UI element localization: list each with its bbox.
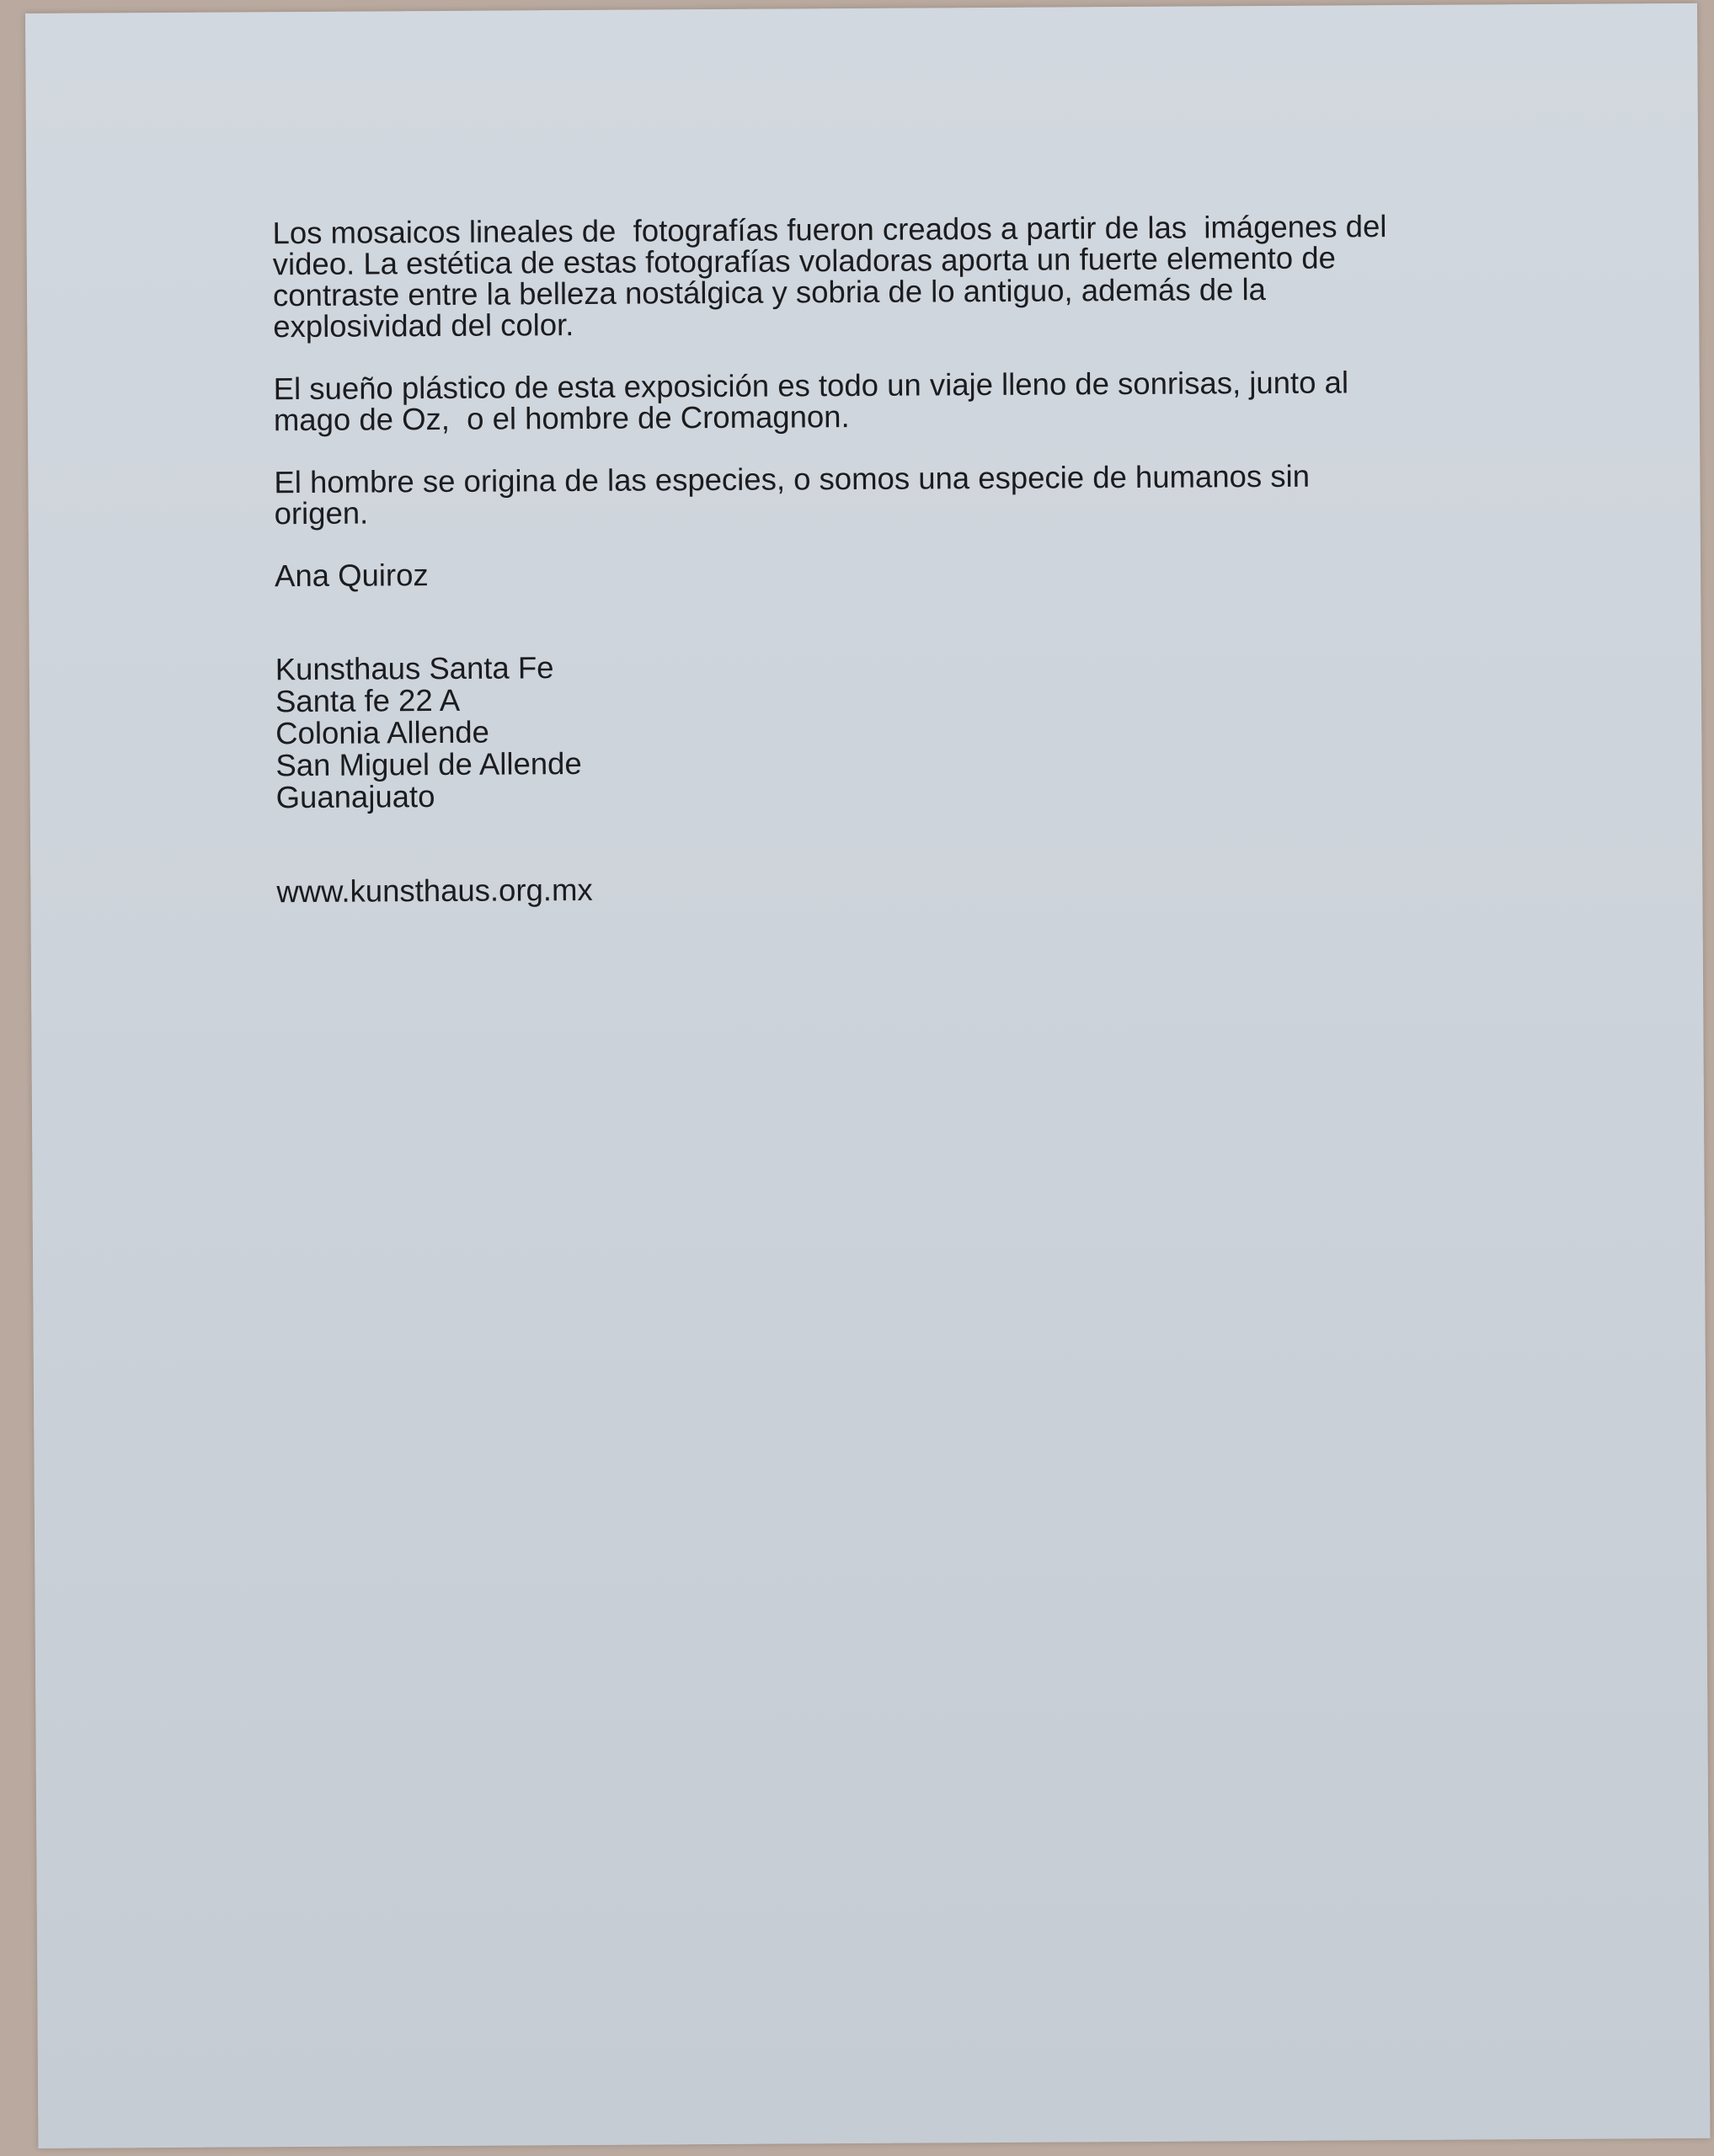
paragraph-line: video. La estética de estas fotografías voladoras aporta un fuerte elemento de [272, 240, 1337, 282]
author-name: Ana Quiroz [274, 558, 429, 594]
paragraph-line: El sueño plástico de esta exposición es todo un viaje lleno de sonrisas, junto al [273, 365, 1349, 407]
paragraph-line: origen. [274, 495, 369, 531]
author-signature [275, 553, 1454, 592]
paragraph-line: explosividad del color. [273, 307, 574, 344]
paper-sheet [25, 3, 1710, 2148]
address-line: Kunsthaus Santa Fe [275, 650, 554, 687]
address-line: San Miguel de Allende [275, 745, 582, 783]
paragraph-mosaicos [272, 211, 1452, 343]
paragraph-line: contraste entre la belleza nostálgica y sobria de lo antiguo, además de la [272, 272, 1267, 313]
document-body [272, 211, 1455, 908]
paragraph-line: El hombre se origina de las especies, o somos una especie de humanos sin [274, 458, 1311, 500]
paragraph-sueno [274, 366, 1453, 436]
paragraph-line: mago de Oz, o el hombre de Cromagnon. [273, 399, 850, 438]
paragraph-hombre [274, 460, 1453, 530]
address-block [275, 647, 1455, 814]
website-url: www.kunsthaus.org.mx [276, 872, 593, 910]
address-line: Colonia Allende [275, 714, 490, 751]
paragraph-line: Los mosaicos lineales de fotografías fueron creados a partir de las imágenes del [272, 209, 1387, 251]
address-line: Guanajuato [275, 779, 435, 815]
address-line: Santa fe 22 A [275, 682, 461, 719]
